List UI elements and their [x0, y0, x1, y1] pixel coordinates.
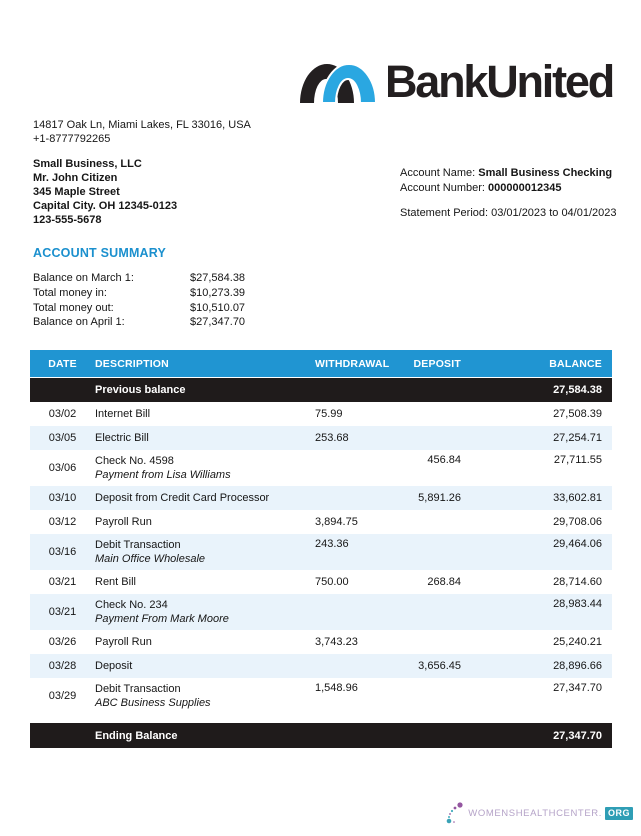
customer-line: Capital City. OH 12345-0123 [33, 199, 178, 212]
watermark-badge: ORG [605, 807, 633, 820]
summary-label: Total money in: [33, 286, 107, 299]
table-row [30, 402, 612, 426]
account-name-line [400, 166, 617, 181]
bank-address: 14817 Oak Ln, Miami Lakes, FL 33016, USA [33, 119, 251, 131]
summary-row [33, 286, 245, 301]
cell-description [95, 511, 310, 533]
customer-line: 345 Maple Street [33, 185, 120, 198]
watermark-text: WOMENSHEALTHCENTER. [468, 807, 602, 819]
account-summary-section [33, 246, 245, 330]
cell-description [95, 678, 310, 714]
cell-date: 03/02 [48, 408, 77, 420]
account-number-value: 000000012345 [488, 182, 562, 194]
previous-balance-label: Previous balance [95, 384, 186, 396]
cell-withdrawal: 243.36 [315, 538, 349, 550]
cell-deposit [390, 534, 465, 538]
cell-date: 03/29 [48, 690, 77, 702]
previous-balance-value: 27,584.38 [553, 384, 602, 396]
summary-value: $10,510.07 [190, 301, 246, 314]
ending-balance-label: Ending Balance [95, 729, 178, 742]
table-row [30, 594, 612, 630]
header-balance: BALANCE [549, 357, 602, 370]
cell-balance: 28,714.60 [553, 576, 602, 588]
watermark-dots-icon [445, 800, 465, 826]
description-main: Debit Transaction [95, 539, 181, 551]
description-note: Main Office Wholesale [95, 553, 206, 565]
table-row [30, 450, 612, 486]
summary-label: Balance on April 1: [33, 316, 125, 329]
cell-withdrawal [310, 450, 390, 454]
table-row [30, 486, 612, 510]
summary-row [33, 315, 245, 330]
cell-balance: 28,896.66 [553, 660, 602, 672]
description-note: Payment From Mark Moore [95, 613, 229, 625]
cell-balance: 27,347.70 [553, 682, 602, 694]
account-summary-rows [33, 271, 245, 330]
cell-balance: 25,240.21 [553, 636, 602, 648]
cell-balance: 29,708.06 [553, 516, 602, 528]
cell-balance: 29,464.06 [553, 538, 602, 550]
cell-balance: 27,254.71 [553, 432, 602, 444]
header-description: DESCRIPTION [95, 357, 169, 370]
cell-description [95, 450, 310, 486]
description-note: Payment from Lisa Williams [95, 469, 231, 481]
account-number-label: Account Number: [400, 182, 485, 194]
cell-date: 03/06 [48, 462, 77, 474]
summary-value: $27,347.70 [190, 316, 246, 329]
description-main: Deposit from Credit Card Processor [95, 492, 270, 504]
cell-withdrawal [310, 594, 390, 598]
description-main: Deposit [95, 660, 133, 672]
customer-line: Mr. John Citizen [33, 171, 118, 184]
table-row [30, 426, 612, 450]
cell-balance: 27,711.55 [553, 454, 602, 466]
bank-logo-text: BankUnited [384, 56, 613, 108]
cell-withdrawal: 3,743.23 [315, 636, 358, 648]
bank-phone: +1-8777792265 [33, 133, 111, 145]
customer-line: 123-555-5678 [33, 213, 102, 226]
ending-balance-value: 27,347.70 [553, 729, 602, 742]
table-body [30, 402, 612, 714]
table-header-row [30, 350, 612, 377]
cell-withdrawal: 253.68 [315, 432, 349, 444]
table-row [30, 570, 612, 594]
cell-balance: 28,983.44 [553, 598, 602, 610]
cell-date: 03/26 [48, 636, 77, 648]
cell-description [95, 534, 310, 570]
bank-logo-arches-icon [298, 56, 376, 103]
account-summary-title: ACCOUNT SUMMARY [33, 246, 167, 260]
previous-balance-row [30, 378, 612, 402]
watermark [445, 800, 633, 826]
cell-date: 03/05 [48, 432, 77, 444]
cell-description [95, 571, 310, 593]
description-main: Internet Bill [95, 408, 151, 420]
cell-deposit: 3,656.45 [418, 660, 461, 672]
summary-label: Total money out: [33, 301, 114, 314]
cell-description [95, 655, 310, 677]
cell-balance: 27,508.39 [553, 408, 602, 420]
cell-deposit: 268.84 [427, 576, 461, 588]
cell-deposit: 5,891.26 [418, 492, 461, 504]
cell-deposit [390, 594, 465, 598]
cell-withdrawal: 3,894.75 [315, 516, 358, 528]
summary-value: $27,584.38 [190, 272, 246, 284]
statement-period: Statement Period: 03/01/2023 to 04/01/2023 [400, 207, 617, 219]
description-main: Payroll Run [95, 636, 152, 648]
cell-date: 03/16 [48, 546, 77, 558]
cell-withdrawal: 750.00 [315, 576, 349, 588]
header-date: DATE [48, 357, 77, 370]
summary-value: $10,273.39 [190, 286, 246, 299]
transactions-table [30, 350, 612, 748]
cell-date: 03/21 [48, 606, 77, 618]
cell-date: 03/10 [48, 492, 77, 504]
description-main: Electric Bill [95, 432, 149, 444]
header-deposit: DEPOSIT [413, 357, 461, 370]
ending-balance-row [30, 723, 612, 748]
description-main: Debit Transaction [95, 683, 181, 695]
summary-row [33, 301, 245, 316]
table-row [30, 654, 612, 678]
summary-row [33, 271, 245, 286]
account-number-line [400, 181, 617, 196]
description-main: Check No. 4598 [95, 455, 174, 467]
cell-description [95, 403, 310, 425]
description-main: Rent Bill [95, 576, 136, 588]
cell-description [95, 631, 310, 653]
header-withdrawal: WITHDRAWAL [315, 357, 390, 370]
cell-date: 03/21 [48, 576, 77, 588]
table-row [30, 534, 612, 570]
cell-date: 03/12 [48, 516, 77, 528]
bank-logo [298, 56, 613, 108]
description-main: Check No. 234 [95, 599, 168, 611]
cell-description [95, 594, 310, 630]
cell-description [95, 427, 310, 449]
table-row [30, 678, 612, 714]
cell-withdrawal: 1,548.96 [315, 682, 358, 694]
table-gap [30, 714, 612, 723]
customer-line: Small Business, LLC [33, 158, 142, 170]
description-note: ABC Business Supplies [95, 697, 211, 709]
cell-balance: 33,602.81 [553, 492, 602, 504]
account-name-label: Account Name: [400, 167, 476, 179]
table-row [30, 510, 612, 534]
cell-date: 03/28 [48, 660, 77, 672]
account-name-value: Small Business Checking [478, 167, 613, 179]
description-main: Payroll Run [95, 516, 152, 528]
cell-description [95, 487, 310, 509]
cell-deposit: 456.84 [427, 454, 461, 466]
account-info-block [400, 166, 617, 221]
cell-withdrawal: 75.99 [315, 408, 343, 420]
table-row [30, 630, 612, 654]
bank-contact-block [33, 118, 251, 146]
summary-label: Balance on March 1: [33, 272, 134, 284]
customer-address-block [33, 158, 177, 228]
cell-deposit [390, 678, 465, 682]
